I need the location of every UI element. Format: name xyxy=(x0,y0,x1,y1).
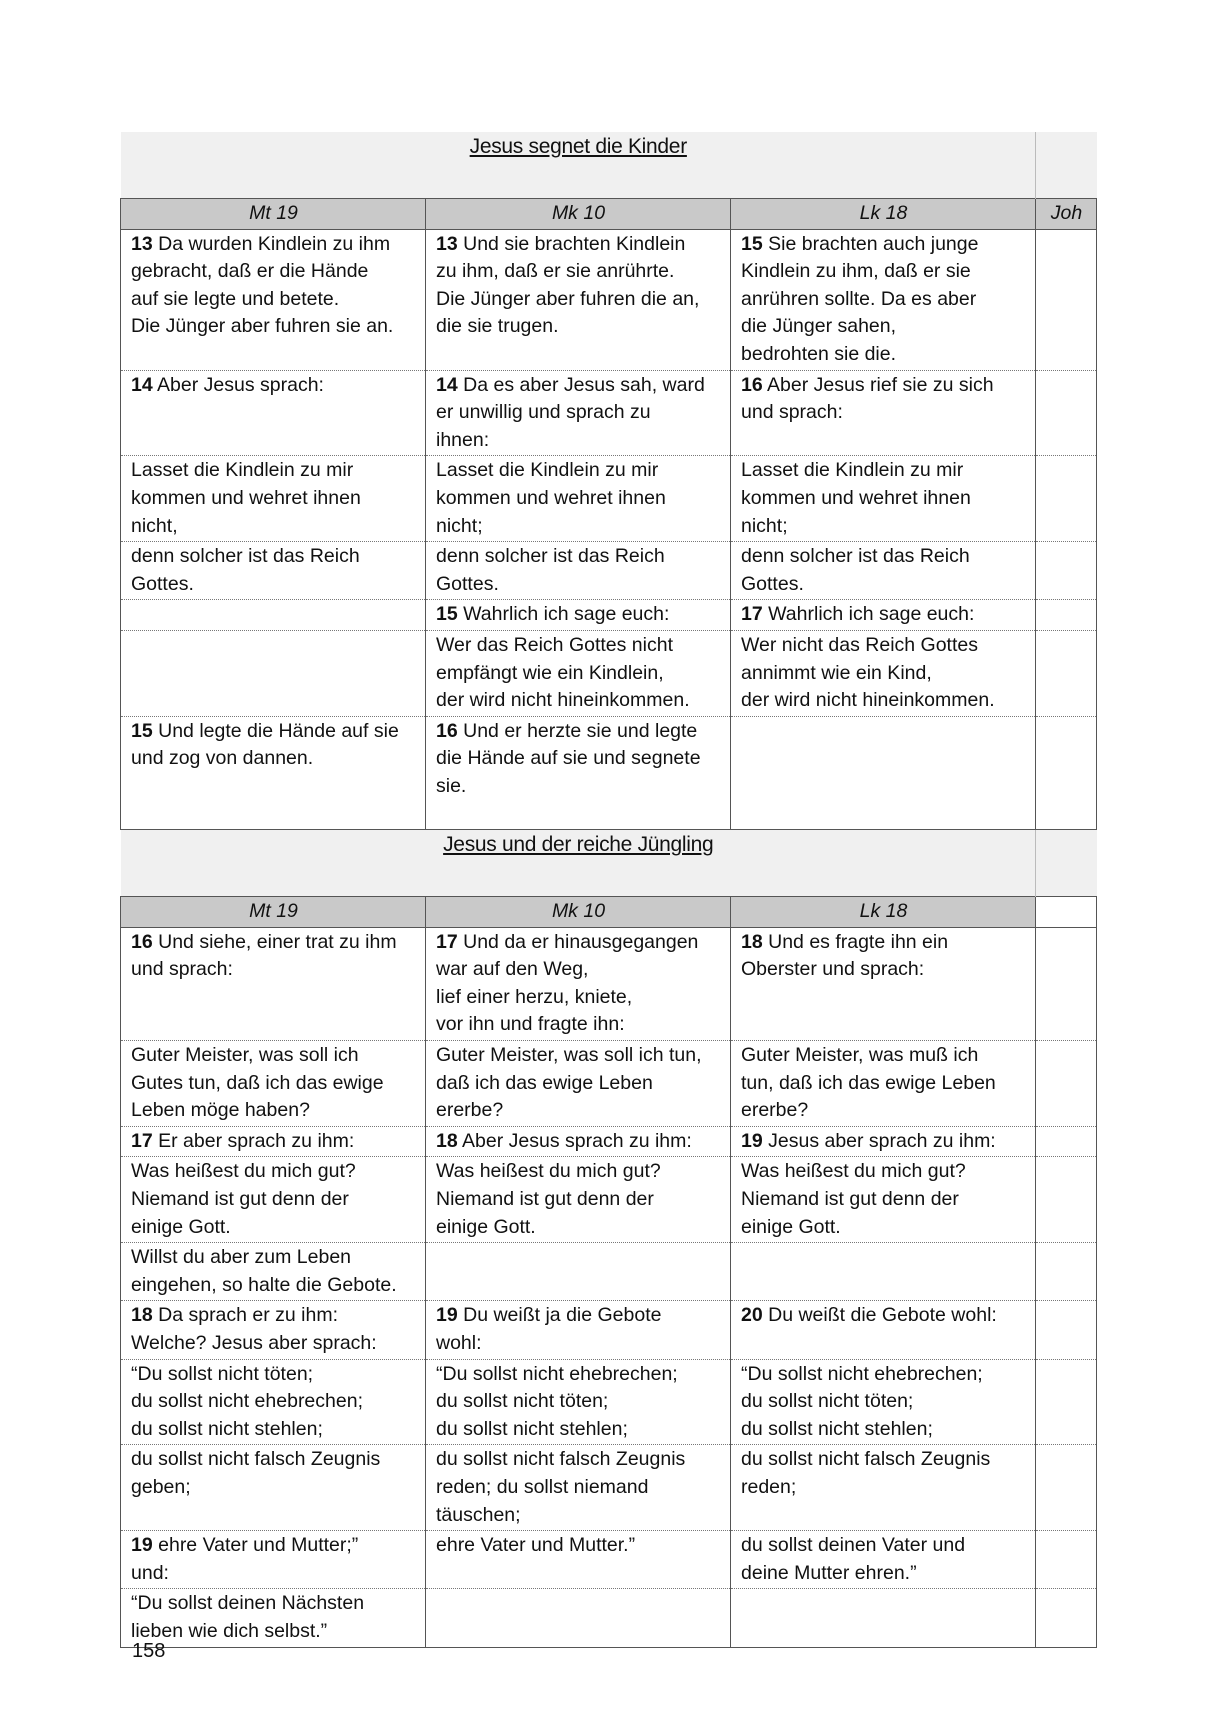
verse-text-line: Wahrlich ich sage euch: xyxy=(768,603,975,626)
verse-row xyxy=(121,927,1097,1040)
verse-text-line: denn solcher ist das Reich xyxy=(436,545,665,568)
verse-text-line: Willst du aber zum Leben xyxy=(131,1246,352,1269)
verse-cell-joh xyxy=(1036,1157,1097,1243)
column-header: Mk 10 xyxy=(426,897,731,928)
verse-text-line: ererbe? xyxy=(436,1099,504,1122)
verse-text-line: Er aber sprach zu ihm: xyxy=(158,1129,355,1152)
verse-row xyxy=(121,542,1097,600)
verse-cell-mt xyxy=(121,229,426,370)
verse-text-line: Da es aber Jesus sah, ward xyxy=(463,373,705,396)
verse-row xyxy=(121,630,1097,716)
verse-cell-lk xyxy=(731,716,1036,829)
column-header: Mk 10 xyxy=(426,199,731,230)
verse-text-line: auf sie legte und betete. xyxy=(131,287,340,310)
verse-text-line: und zog von dannen. xyxy=(131,747,314,770)
verse-cell-joh xyxy=(1036,1243,1097,1301)
verse-text-line: der wird nicht hineinkommen. xyxy=(741,689,995,712)
verse-number: 16 xyxy=(741,373,763,396)
verse-number: 17 xyxy=(741,603,763,626)
verse-cell-mt xyxy=(121,600,426,631)
verse-cell-mt xyxy=(121,1041,426,1127)
verse-cell-joh xyxy=(1036,1445,1097,1531)
verse-text-line: du sollst nicht falsch Zeugnis xyxy=(436,1448,686,1471)
verse-row xyxy=(121,456,1097,542)
verse-text-line: und sprach: xyxy=(131,958,233,981)
verse-text-line: “Du sollst nicht ehebrechen; xyxy=(741,1362,983,1385)
section-title-row xyxy=(121,830,1097,897)
verse-number: 13 xyxy=(436,232,458,255)
verse-cell-lk xyxy=(731,1589,1036,1647)
verse-text-line: “Du sollst nicht töten; xyxy=(131,1362,314,1385)
verse-text-line: kommen und wehret ihnen xyxy=(131,486,361,509)
verse-text-line: reden; xyxy=(741,1475,797,1498)
verse-cell-lk xyxy=(731,600,1036,631)
verse-number: 19 xyxy=(131,1534,153,1557)
verse-cell-lk xyxy=(731,370,1036,456)
verse-row xyxy=(121,1243,1097,1301)
verse-number: 15 xyxy=(436,603,458,626)
verse-text-line: lieben wie dich selbst.” xyxy=(131,1619,328,1642)
verse-row xyxy=(121,1445,1097,1531)
verse-cell-mt xyxy=(121,1126,426,1157)
verse-cell-mt xyxy=(121,1589,426,1647)
verse-cell-joh xyxy=(1036,370,1097,456)
page-number: 158 xyxy=(132,1640,166,1662)
verse-row xyxy=(121,370,1097,456)
verse-text-line: Guter Meister, was soll ich tun, xyxy=(436,1044,702,1067)
section-title-side xyxy=(1036,132,1097,199)
verse-text-line: nicht; xyxy=(436,514,483,537)
verse-cell-mk xyxy=(426,600,731,631)
verse-cell-mk xyxy=(426,1041,731,1127)
verse-text-line: Und er herzte sie und legte xyxy=(463,719,698,742)
verse-text-line: Da wurden Kindlein zu ihm xyxy=(158,232,391,255)
verse-text-line: Die Jünger aber fuhren sie an. xyxy=(131,315,394,338)
verse-text-line: du sollst nicht stehlen; xyxy=(741,1417,933,1440)
verse-cell-joh xyxy=(1036,456,1097,542)
verse-cell-joh xyxy=(1036,1126,1097,1157)
verse-text-line: Niemand ist gut denn der xyxy=(436,1188,654,1210)
verse-text-line: denn solcher ist das Reich xyxy=(741,545,970,568)
verse-text-line: der wird nicht hineinkommen. xyxy=(436,689,690,712)
verse-text-line: Aber Jesus rief sie zu sich xyxy=(767,373,994,396)
verse-text-line: Guter Meister, was muß ich xyxy=(741,1044,979,1067)
verse-text-line: du sollst nicht stehlen; xyxy=(131,1417,323,1440)
verse-text-line: vor ihn und fragte ihn: xyxy=(436,1013,625,1036)
verse-cell-mk xyxy=(426,1589,731,1647)
verse-text-line: bedrohten sie die. xyxy=(741,342,897,365)
verse-cell-mk xyxy=(426,1126,731,1157)
verse-cell-lk xyxy=(731,1126,1036,1157)
verse-text-line: Lasset die Kindlein zu mir xyxy=(741,459,964,482)
verse-text-line: Was heißest du mich gut? xyxy=(436,1160,661,1183)
verse-cell-mt xyxy=(121,542,426,600)
verse-text-line: Du weißt die Gebote wohl: xyxy=(768,1304,997,1327)
verse-cell-mk xyxy=(426,716,731,829)
verse-cell-mk xyxy=(426,1359,731,1445)
synopsis-page xyxy=(120,132,1096,1648)
verse-text-line: war auf den Weg, xyxy=(436,958,589,981)
verse-text-line: du sollst nicht töten; xyxy=(436,1390,609,1413)
verse-row xyxy=(121,1157,1097,1243)
verse-number: 16 xyxy=(436,719,458,742)
verse-cell-joh xyxy=(1036,1589,1097,1647)
verse-number: 15 xyxy=(741,232,763,255)
verse-text-line: Was heißest du mich gut? xyxy=(741,1160,966,1183)
verse-number: 17 xyxy=(131,1129,153,1152)
verse-text-line: anrühren sollte. Da es aber xyxy=(741,287,977,310)
section-title-side xyxy=(1036,830,1097,897)
verse-text-line: geben; xyxy=(131,1475,191,1498)
verse-cell-mt xyxy=(121,1157,426,1243)
verse-text-line: du sollst nicht ehebrechen; xyxy=(131,1390,363,1413)
verse-text-line: tun, daß ich das ewige Leben xyxy=(741,1071,996,1094)
verse-cell-mk xyxy=(426,927,731,1040)
verse-cell-mk xyxy=(426,1157,731,1243)
verse-text-line: eingehen, so halte die Gebote. xyxy=(131,1273,397,1296)
verse-text-line: Und siehe, einer trat zu ihm xyxy=(158,930,397,953)
verse-text-line: “Du sollst nicht ehebrechen; xyxy=(436,1362,678,1385)
verse-row xyxy=(121,1126,1097,1157)
verse-row xyxy=(121,716,1097,829)
verse-cell-mt xyxy=(121,716,426,829)
verse-text-line: du sollst nicht stehlen; xyxy=(436,1417,628,1440)
verse-text-line: gebracht, daß er die Hände xyxy=(131,260,369,283)
verse-number: 14 xyxy=(131,373,153,396)
verse-number: 18 xyxy=(436,1129,458,1152)
verse-text-line: Kindlein zu ihm, daß er sie xyxy=(741,260,971,283)
column-header: Lk 18 xyxy=(731,897,1036,928)
verse-cell-joh xyxy=(1036,716,1097,829)
verse-text-line: täuschen; xyxy=(436,1503,521,1526)
verse-text-line: Du weißt ja die Gebote xyxy=(463,1304,662,1327)
verse-text-line: Und da er hinausgegangen xyxy=(463,930,699,953)
verse-text-line: lief einer herzu, kniete, xyxy=(436,985,633,1008)
verse-text-line: Da sprach er zu ihm: xyxy=(158,1304,339,1327)
verse-number: 18 xyxy=(131,1304,153,1327)
verse-cell-mt xyxy=(121,370,426,456)
verse-row xyxy=(121,1531,1097,1589)
verse-number: 17 xyxy=(436,930,458,953)
verse-text-line: Was heißest du mich gut? xyxy=(131,1160,356,1183)
verse-text-line: Und legte die Hände auf sie xyxy=(158,719,399,742)
verse-cell-lk xyxy=(731,1531,1036,1589)
verse-text-line: die Jünger sahen, xyxy=(741,315,897,338)
verse-cell-mk xyxy=(426,1301,731,1359)
verse-cell-lk xyxy=(731,1157,1036,1243)
synopsis-table xyxy=(120,132,1097,1648)
verse-text-line: reden; du sollst niemand xyxy=(436,1475,649,1498)
section-title-row xyxy=(121,132,1097,199)
verse-row xyxy=(121,1589,1097,1647)
verse-number: 20 xyxy=(741,1304,763,1327)
verse-text-line: er unwillig und sprach zu xyxy=(436,401,651,424)
verse-cell-lk xyxy=(731,1041,1036,1127)
verse-text-line: Und sie brachten Kindlein xyxy=(463,232,686,255)
verse-text-line: Guter Meister, was soll ich xyxy=(131,1044,359,1067)
verse-cell-joh xyxy=(1036,1531,1097,1589)
verse-cell-mk xyxy=(426,1243,731,1301)
verse-number: 18 xyxy=(741,930,763,953)
column-header-row xyxy=(121,199,1097,230)
verse-text-line: “Du sollst deinen Nächsten xyxy=(131,1592,365,1615)
verse-cell-mt xyxy=(121,1531,426,1589)
verse-text-line: Gottes. xyxy=(436,572,499,595)
verse-cell-mk xyxy=(426,630,731,716)
verse-text-line: ehre Vater und Mutter;” xyxy=(158,1534,359,1557)
verse-number: 19 xyxy=(436,1304,458,1327)
verse-text-line: Gutes tun, daß ich das ewige xyxy=(131,1071,384,1094)
verse-text-line: kommen und wehret ihnen xyxy=(741,486,971,509)
verse-cell-joh xyxy=(1036,542,1097,600)
verse-cell-lk xyxy=(731,630,1036,716)
verse-text-line: wohl: xyxy=(436,1331,482,1354)
verse-text-line: Lasset die Kindlein zu mir xyxy=(131,459,354,482)
verse-cell-joh xyxy=(1036,229,1097,370)
section-title: Jesus und der reiche Jüngling xyxy=(443,833,714,857)
column-header: Joh xyxy=(1036,199,1097,230)
verse-text-line: Die Jünger aber fuhren die an, xyxy=(436,287,700,310)
verse-cell-lk xyxy=(731,927,1036,1040)
verse-cell-lk xyxy=(731,542,1036,600)
verse-cell-joh xyxy=(1036,630,1097,716)
verse-cell-lk xyxy=(731,1243,1036,1301)
verse-text-line: ihnen: xyxy=(436,428,490,451)
verse-cell-mk xyxy=(426,370,731,456)
verse-cell-mk xyxy=(426,1531,731,1589)
verse-cell-mt xyxy=(121,1301,426,1359)
section-title-cell xyxy=(121,132,1036,199)
verse-text-line: Und es fragte ihn ein xyxy=(768,930,949,953)
verse-text-line: Gottes. xyxy=(131,572,194,595)
verse-cell-mk xyxy=(426,1445,731,1531)
verse-number: 19 xyxy=(741,1129,763,1152)
column-header: Lk 18 xyxy=(731,199,1036,230)
verse-row xyxy=(121,1041,1097,1127)
verse-cell-lk xyxy=(731,456,1036,542)
verse-text-line: sie. xyxy=(436,774,467,797)
verse-cell-mk xyxy=(426,456,731,542)
verse-row xyxy=(121,1301,1097,1359)
verse-text-line: Welche? Jesus aber sprach: xyxy=(131,1331,377,1354)
verse-cell-joh xyxy=(1036,1301,1097,1359)
verse-text-line: kommen und wehret ihnen xyxy=(436,486,666,509)
verse-text-line: deine Mutter ehren.” xyxy=(741,1561,917,1584)
verse-text-line: einige Gott. xyxy=(741,1215,841,1238)
column-header-row xyxy=(121,897,1097,928)
verse-text-line: ererbe? xyxy=(741,1099,809,1122)
verse-cell-mt xyxy=(121,927,426,1040)
verse-cell-joh xyxy=(1036,1359,1097,1445)
verse-text-line: Lasset die Kindlein zu mir xyxy=(436,459,659,482)
verse-cell-mt xyxy=(121,456,426,542)
verse-text-line: Aber Jesus sprach: xyxy=(157,373,324,396)
verse-text-line: du sollst deinen Vater und xyxy=(741,1534,966,1557)
verse-text-line: Gottes. xyxy=(741,572,804,595)
verse-text-line: ehre Vater und Mutter.” xyxy=(436,1534,636,1557)
column-header: Mt 19 xyxy=(121,199,426,230)
verse-number: 14 xyxy=(436,373,458,396)
verse-number: 13 xyxy=(131,232,153,255)
verse-text-line: Niemand ist gut denn der xyxy=(741,1188,959,1210)
verse-text-line: und: xyxy=(131,1561,169,1584)
verse-cell-joh xyxy=(1036,600,1097,631)
verse-cell-mt xyxy=(121,1243,426,1301)
verse-row xyxy=(121,600,1097,631)
verse-text-line: Jesus aber sprach zu ihm: xyxy=(768,1129,996,1152)
verse-cell-joh xyxy=(1036,927,1097,1040)
verse-text-line: Niemand ist gut denn der xyxy=(131,1188,349,1210)
column-header xyxy=(1036,897,1097,928)
verse-number: 16 xyxy=(131,930,153,953)
verse-text-line: du sollst nicht falsch Zeugnis xyxy=(131,1448,381,1471)
verse-text-line: daß ich das ewige Leben xyxy=(436,1071,653,1094)
column-header: Mt 19 xyxy=(121,897,426,928)
verse-cell-mt xyxy=(121,630,426,716)
verse-cell-mt xyxy=(121,1359,426,1445)
verse-text-line: die sie trugen. xyxy=(436,315,559,338)
verse-cell-joh xyxy=(1036,1041,1097,1127)
verse-cell-mk xyxy=(426,542,731,600)
verse-text-line: denn solcher ist das Reich xyxy=(131,545,360,568)
verse-text-line: einige Gott. xyxy=(436,1215,536,1238)
verse-text-line: Wer nicht das Reich Gottes xyxy=(741,633,978,656)
verse-text-line: Sie brachten auch junge xyxy=(768,232,979,255)
verse-text-line: empfängt wie ein Kindlein, xyxy=(436,661,664,684)
verse-text-line: Wahrlich ich sage euch: xyxy=(463,603,670,626)
verse-text-line: nicht, xyxy=(131,514,178,537)
verse-row xyxy=(121,229,1097,370)
verse-text-line: einige Gott. xyxy=(131,1215,231,1238)
verse-text-line: zu ihm, daß er sie anrührte. xyxy=(436,260,675,283)
verse-cell-mt xyxy=(121,1445,426,1531)
verse-text-line: die Hände auf sie und segnete xyxy=(436,747,701,770)
verse-cell-mk xyxy=(426,229,731,370)
verse-text-line: Oberster und sprach: xyxy=(741,958,925,981)
section-title: Jesus segnet die Kinder xyxy=(469,135,687,158)
verse-text-line: du sollst nicht falsch Zeugnis xyxy=(741,1448,991,1471)
verse-text-line: annimmt wie ein Kind, xyxy=(741,661,932,684)
verse-text-line: Aber Jesus sprach zu ihm: xyxy=(462,1129,692,1152)
verse-cell-lk xyxy=(731,1359,1036,1445)
verse-cell-lk xyxy=(731,229,1036,370)
verse-text-line: Wer das Reich Gottes nicht xyxy=(436,633,673,656)
section-title-cell xyxy=(121,830,1036,897)
verse-text-line: und sprach: xyxy=(741,401,843,424)
verse-text-line: nicht; xyxy=(741,514,788,537)
verse-text-line: Leben möge haben? xyxy=(131,1099,310,1122)
verse-cell-lk xyxy=(731,1301,1036,1359)
verse-row xyxy=(121,1359,1097,1445)
verse-number: 15 xyxy=(131,719,153,742)
verse-text-line: du sollst nicht töten; xyxy=(741,1390,914,1413)
verse-cell-lk xyxy=(731,1445,1036,1531)
